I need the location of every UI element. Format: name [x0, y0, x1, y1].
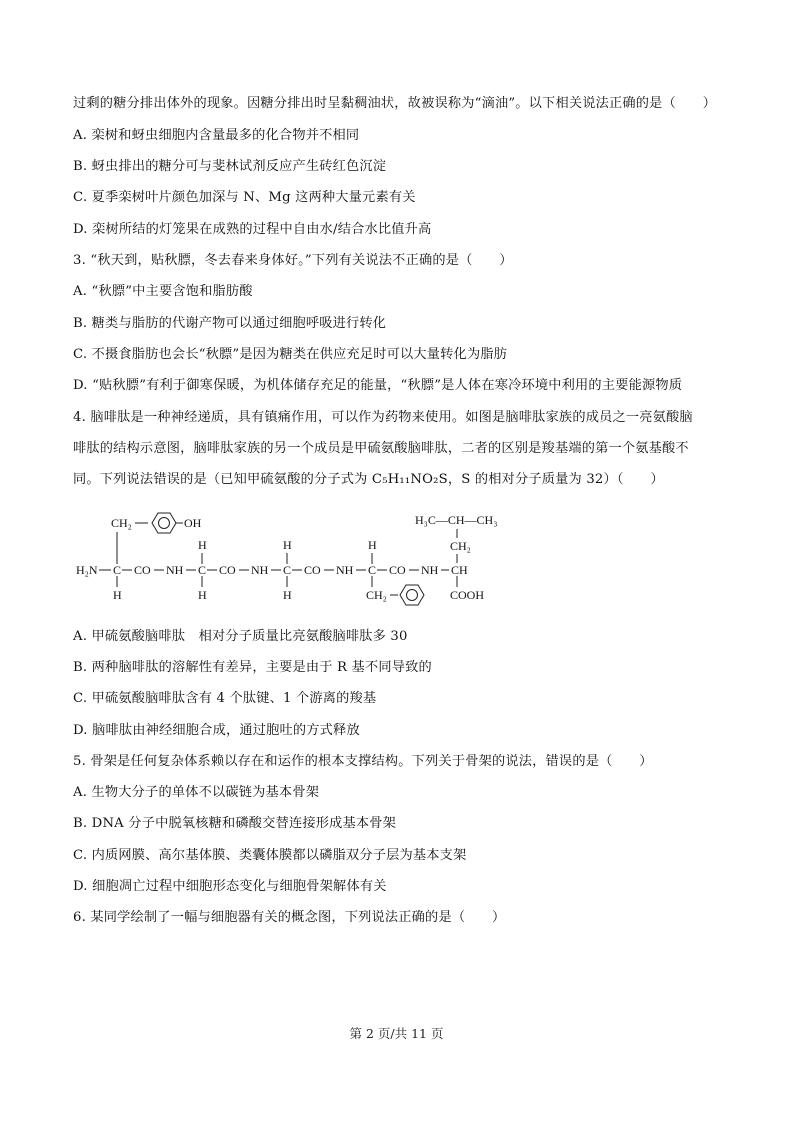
backbone-h2n: H₂N — [76, 563, 98, 577]
backbone-c4: C — [368, 563, 377, 577]
q3-option-c: C. 不摄食脂肪也会长“秋膘”是因为糖类在供应充足时可以大量转化为脂肪 — [73, 347, 508, 362]
tyr-oh-label: OH — [184, 516, 202, 530]
q4-stem-line-3: 同。下列说法错误的是（已知甲硫氨酸的分子式为 C₅H₁₁NO₂S，S 的相对分子质量为 32）（ ） — [73, 472, 664, 487]
q3-stem: 3. “秋天到，贴秋膘，冬去春来身体好。”下列有关说法不正确的是（ ） — [73, 253, 513, 268]
q5-option-a: A. 生物大分子的单体不以碳链为基本骨架 — [73, 785, 320, 800]
q2-option-c: C. 夏季栾树叶片颜色加深与 N、Mg 这两种大量元素有关 — [73, 190, 416, 205]
backbone-nh2: NH — [251, 563, 269, 577]
q4-stem-line-1: 4. 脑啡肽是一种神经递质，具有镇痛作用，可以作为药物来使用。如图是脑啡肽家族的成员之一亮氨酸脑 — [73, 410, 693, 425]
q5-option-c: C. 内质网膜、高尔基体膜、类囊体膜都以磷脂双分子层为基本支架 — [73, 848, 467, 863]
gly1-h-top: H — [198, 538, 207, 552]
phe-ch2-label: CH₂ — [366, 588, 387, 602]
tyr-ch2-label: CH₂ — [111, 516, 132, 530]
backbone-nh1: NH — [166, 563, 184, 577]
q3-option-d: D. “贴秋膘”有利于御寒保暖，为机体储存充足的能量，“秋膘”是人体在寒冷环境中利用的主要能源物质 — [73, 378, 683, 393]
backbone-co4: CO — [389, 563, 406, 577]
q6-stem: 6. 某同学绘制了一幅与细胞器有关的概念图，下列说法正确的是（ ） — [73, 910, 506, 925]
q4-option-c: C. 甲硫氨酸脑啡肽含有 4 个肽键、1 个游离的羧基 — [73, 691, 377, 706]
leu-enkephalin-structure — [68, 505, 508, 609]
q3-option-a: A. “秋膘”中主要含饱和脂肪酸 — [73, 284, 253, 299]
backbone-c3: C — [283, 563, 292, 577]
q3-option-b: B. 糖类与脂肪的代谢产物可以通过细胞呼吸进行转化 — [73, 316, 387, 331]
gly1-h-bottom: H — [198, 588, 207, 602]
q5-option-d: D. 细胞凋亡过程中细胞形态变化与细胞骨架解体有关 — [73, 879, 387, 894]
q2-option-a: A. 栾树和蚜虫细胞内含量最多的化合物并不相同 — [73, 128, 360, 143]
q4-option-b: B. 两种脑啡肽的溶解性有差异，主要是由于 R 基不同导致的 — [73, 660, 432, 675]
backbone-co3: CO — [304, 563, 321, 577]
backbone-co1: CO — [134, 563, 151, 577]
backbone-ch: CH — [451, 563, 468, 577]
gly2-h-bottom: H — [283, 588, 292, 602]
q5-option-b: B. DNA 分子中脱氧核糖和磷酸交替连接形成基本骨架 — [73, 816, 397, 831]
q2-option-d: D. 栾树所结的灯笼果在成熟的过程中自由水/结合水比值升高 — [73, 222, 432, 237]
leu-cooh-label: COOH — [450, 588, 485, 602]
q4-option-d: D. 脑啡肽由神经细胞合成，通过胞吐的方式释放 — [73, 723, 360, 738]
phe-h-top: H — [368, 538, 377, 552]
backbone-c2: C — [198, 563, 207, 577]
backbone-co2: CO — [219, 563, 236, 577]
q4-stem-line-2: 啡肽的结构示意图，脑啡肽家族的另一个成员是甲硫氨酸脑啡肽，二者的区别是羧基端的第一个氨基酸不 — [73, 441, 689, 456]
q2-stem-tail: 过剩的糖分排出体外的现象。因糖分排出时呈黏稠油状，故被误称为“滴油”。以下相关说法正确的是（ ） — [73, 96, 717, 111]
backbone-nh4: NH — [421, 563, 439, 577]
page-footer: 第 2 页/共 11 页 — [349, 1026, 444, 1041]
q2-option-b: B. 蚜虫排出的糖分可与斐林试剂反应产生砖红色沉淀 — [73, 159, 387, 174]
phe-benzene-ring — [400, 585, 424, 605]
q5-stem: 5. 骨架是任何复杂体系赖以存在和运作的根本支撑结构。下列关于骨架的说法，错误的是（ ） — [73, 754, 653, 769]
leu-ch2-label: CH₂ — [450, 539, 471, 553]
leu-isobutyl-top: H₃C—CH—CH₃ — [415, 513, 498, 527]
q4-option-a: A. 甲硫氨酸脑啡肽 相对分子质量比亮氨酸脑啡肽多 30 — [73, 629, 408, 644]
tyr-h-bottom: H — [113, 588, 122, 602]
backbone-nh3: NH — [336, 563, 354, 577]
tyr-benzene-ring — [152, 513, 176, 533]
gly2-h-top: H — [283, 538, 292, 552]
backbone-c1: C — [113, 563, 122, 577]
